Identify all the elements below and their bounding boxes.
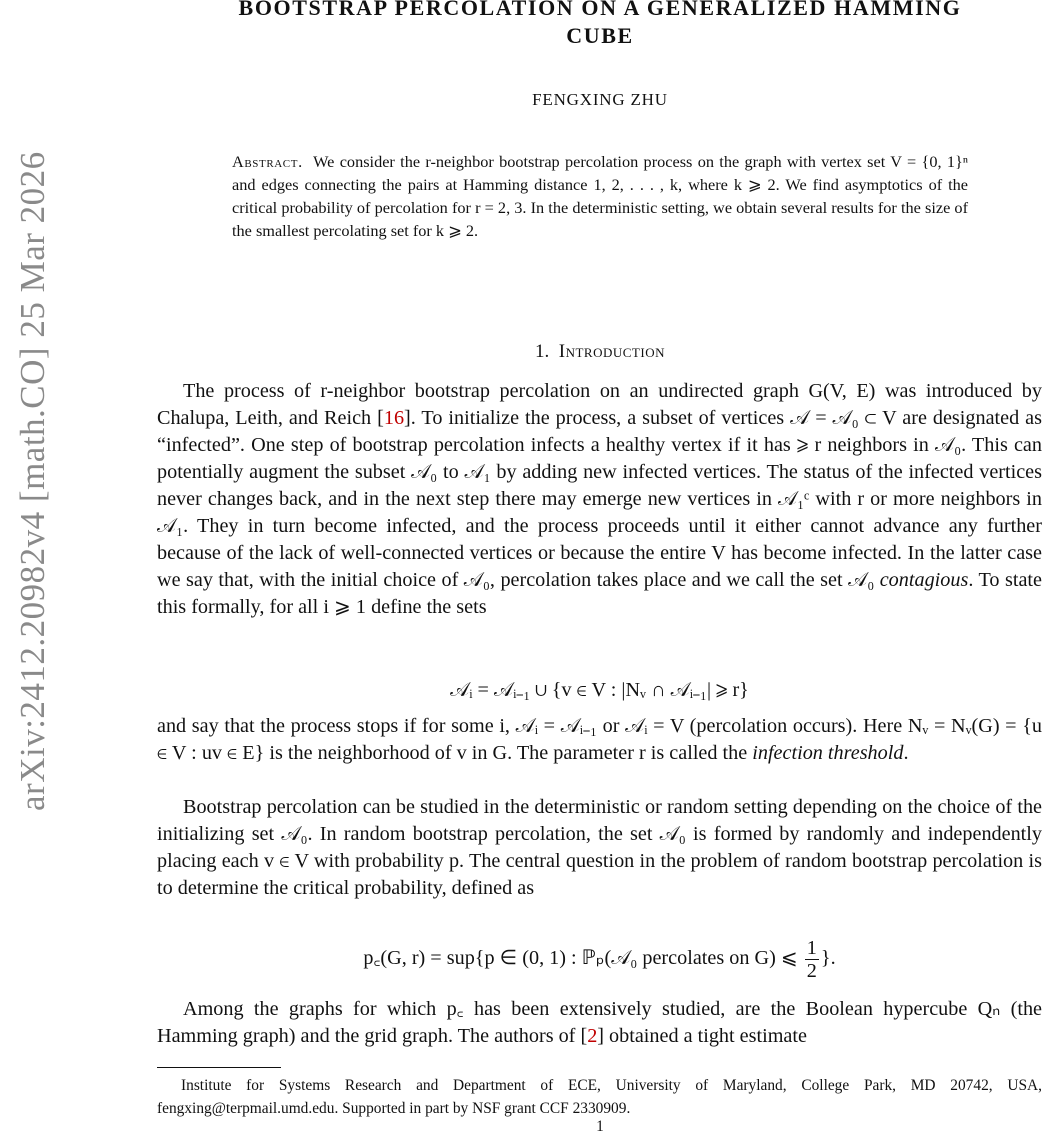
para1-text-c: . To state this formally, for all i ⩾ 1 define the sets xyxy=(157,569,1042,618)
para1-text-b: ]. To initialize the process, a subset of vertices 𝒜 = 𝒜₀ ⊂ V are designated as “infected”. One step of bootstrap percolation infects a healthy vertex if it has ⩾ r neighbors in 𝒜₀. This can potentially augment the subset 𝒜₀ to 𝒜₁ by adding new infected vertices. The status of the infected vertices never changes back, and in the next step there may emerge new vertices in 𝒜₁ᶜ with r or more neighbors in 𝒜₁. They in turn become infected, and the process proceeds until it either cannot advance any further because of the lack of well-connected vertices or because the entire V has become infected. In the latter case we say that, with the initial choice of 𝒜₀, percolation takes place and we call the set 𝒜₀ xyxy=(157,407,1043,591)
author-name: FENGXING ZHU xyxy=(532,90,668,109)
abstract-text: We consider the r-neighbor bootstrap percolation process on the graph with vertex set V = {0, 1}ⁿ and edges connecting the pairs at Hamming distance 1, 2, . . . , k, where k ⩾ 2. We find asymptotics of the critical probability of percolation for r = 2, 3. In the deterministic setting, we obtain several results for the size of the smallest percolating set for k ⩾ 2. xyxy=(232,152,968,240)
section-number: 1. xyxy=(535,341,550,362)
footnote xyxy=(157,1074,1042,1120)
fraction-one-half xyxy=(805,937,819,982)
section-heading xyxy=(150,341,1043,363)
para1-text-a: The process of r-neighbor bootstrap percolation on an undirected graph G(V, E) was introduced by Chalupa, Leith, and Reich [ xyxy=(157,380,1042,429)
paragraph-stopping xyxy=(157,713,1042,767)
citation-16[interactable]: 16 xyxy=(383,407,405,429)
abstract-label: Abstract. xyxy=(232,152,303,171)
eq2-lhs: p꜀(G, r) = sup{p ∈ (0, 1) : ℙₚ(𝒜₀ percolates on G) ⩽ xyxy=(363,947,798,970)
page-number: 1 xyxy=(596,1118,604,1135)
arxiv-side-label: arXiv:2412.20982v4 [math.CO] 25 Mar 2026 xyxy=(13,151,52,811)
section-title: Introduction xyxy=(558,341,665,362)
paper-title xyxy=(150,0,1043,50)
term-contagious: contagious xyxy=(879,569,969,591)
para2-text-b: . xyxy=(903,742,909,764)
paragraph-intro xyxy=(157,378,1042,621)
term-infection-threshold: infection threshold xyxy=(752,742,904,764)
equation-critical-probability xyxy=(157,937,1042,982)
fraction-denominator: 2 xyxy=(806,960,817,982)
para4-text-b: ] obtained a tight estimate xyxy=(597,1025,807,1047)
para4-text-a: Among the graphs for which p꜀ has been extensively studied, are the Boolean hypercube Qₙ (the Hamming graph) and the grid graph. The authors of [ xyxy=(157,998,1042,1047)
footnote-text: Institute for Systems Research and Department of ECE, University of Maryland, College Park, MD 20742, USA, fengxing@terpmail.umd.edu. Supported in part by NSF grant CCF 2330909. xyxy=(157,1077,1042,1117)
title-line-2: CUBE xyxy=(566,23,634,48)
title-line-1: BOOTSTRAP PERCOLATION ON A GENERALIZED HAMMING xyxy=(238,0,962,20)
fraction-numerator: 1 xyxy=(806,937,817,959)
equation-infection-step: 𝒜ᵢ = 𝒜ᵢ₋₁ ∪ {v ∈ V : |Nᵥ ∩ 𝒜ᵢ₋₁| ⩾ r} xyxy=(450,679,749,701)
paragraph-hypercube xyxy=(157,996,1042,1050)
eq2-rhs: }. xyxy=(820,947,836,970)
paragraph-random-setting: Bootstrap percolation can be studied in the deterministic or random setting depending on the choice of the initializing set 𝒜₀. In random bootstrap percolation, the set 𝒜₀ is formed by randomly and independently placing each v ∈ V with probability p. The central question in the problem of random bootstrap percolation is to determine the critical probability, defined as xyxy=(157,796,1042,899)
para2-text-a: and say that the process stops if for some i, 𝒜ᵢ = 𝒜ᵢ₋₁ or 𝒜ᵢ = V (percolation occurs). Here Nᵥ = Nᵥ(G) = {u ∈ V : uv ∈ E} is the neighborhood of v in G. The parameter r is called the xyxy=(157,715,1042,764)
footnote-rule xyxy=(157,1067,281,1068)
citation-2[interactable]: 2 xyxy=(587,1025,598,1047)
abstract xyxy=(232,150,968,242)
